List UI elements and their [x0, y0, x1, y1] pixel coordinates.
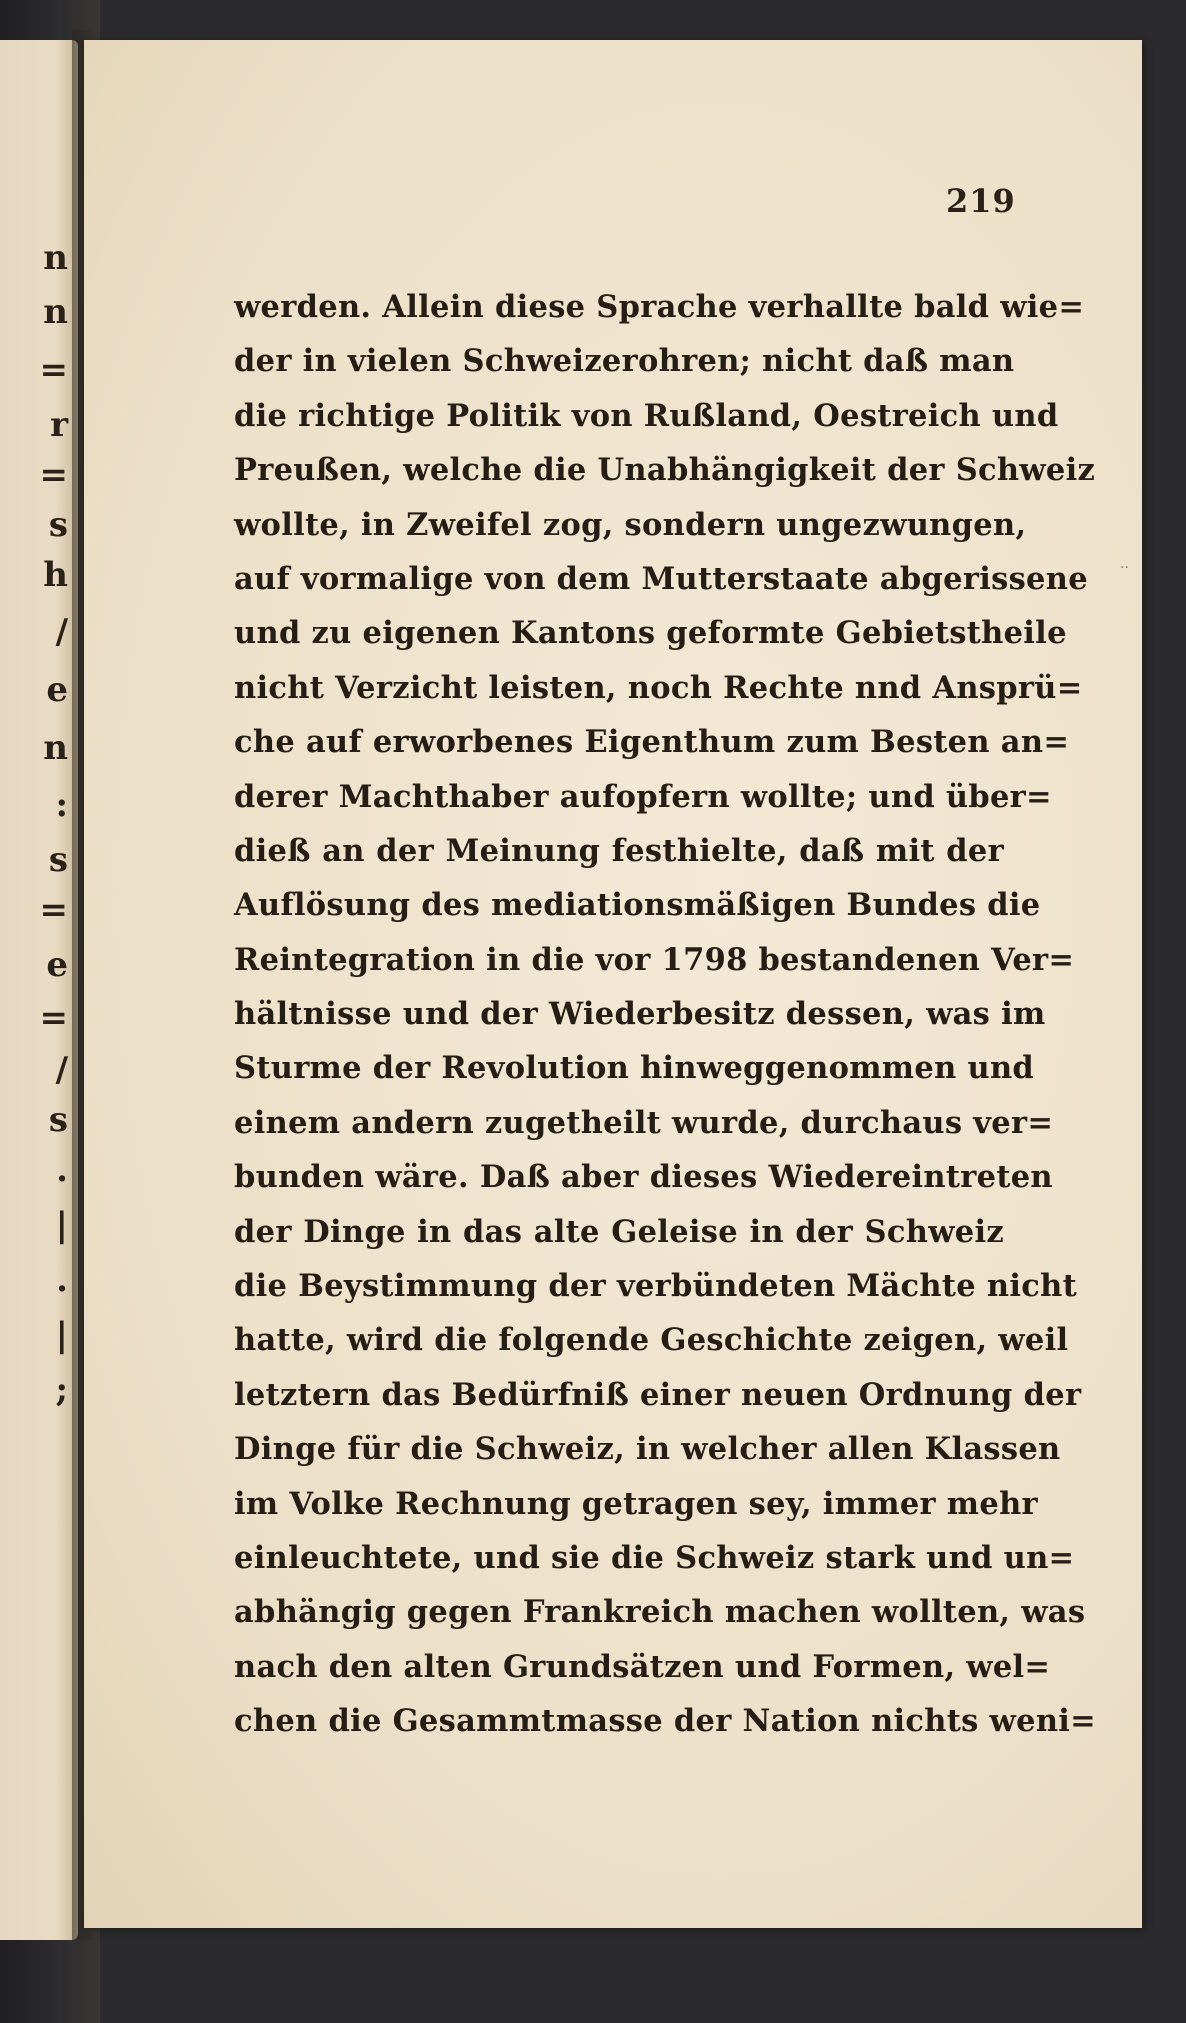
text-line: die Beystimmung der verbündeten Mächte nicht: [234, 1268, 1078, 1305]
left-page-edge-char: =: [39, 350, 68, 390]
left-page-edge-char: .: [56, 1150, 68, 1190]
text-line: nicht Verzicht leisten, noch Rechte nnd Ansprü=: [234, 669, 1083, 706]
page-speck: ··: [1120, 560, 1129, 576]
text-line: hatte, wird die folgende Geschichte zeigen, weil: [234, 1322, 1069, 1359]
text-line: bunden wäre. Daß aber dieses Wiedereintreten: [234, 1159, 1053, 1196]
text-line: einleuchtete, und sie die Schweiz stark und un=: [234, 1539, 1075, 1576]
left-page-edge-char: :: [55, 785, 68, 825]
text-block: [234, 280, 1097, 1749]
text-line: abhängig gegen Frankreich machen wollten, was: [234, 1594, 1086, 1631]
text-line: Preußen, welche die Unabhängigkeit der Schweiz: [234, 452, 1096, 489]
text-line: werden. Allein diese Sprache verhallte bald wie=: [234, 289, 1085, 325]
left-page-edge-char: n: [43, 728, 68, 768]
text-line: auf vormalige von dem Mutterstaate abgerissene: [234, 560, 1088, 597]
text-line: und zu eigenen Kantons geformte Gebietstheile: [234, 615, 1067, 652]
left-page-edge-char: /: [55, 612, 68, 652]
text-line: der in vielen Schweizerohren; nicht daß man: [234, 343, 1015, 380]
left-page-edge-char: |: [55, 1205, 68, 1245]
text-line: Reintegration in die vor 1798 bestandenen Ver=: [234, 941, 1075, 978]
left-page-edge-char: =: [39, 998, 68, 1038]
left-page-edge-char: |: [55, 1315, 68, 1355]
left-page-edge-char: =: [39, 890, 68, 930]
left-page-edge-char: n: [43, 292, 68, 332]
left-page-edge-char: s: [48, 1100, 68, 1140]
text-line: chen die Gesammtmasse der Nation nichts weni=: [234, 1703, 1097, 1740]
text-line: dieß an der Meinung festhielte, daß mit der: [234, 832, 1004, 869]
text-line: letztern das Bedürfniß einer neuen Ordnung der: [234, 1376, 1082, 1413]
left-page-edge-char: r: [50, 405, 68, 445]
text-line: einem andern zugetheilt wurde, durchaus ver=: [234, 1104, 1054, 1141]
text-line: der Dinge in das alte Geleise in der Schweiz: [234, 1213, 1004, 1250]
left-page-edge-char: h: [43, 555, 68, 595]
left-page-edge: [0, 40, 78, 1940]
left-page-edge-char: .: [56, 1260, 68, 1300]
text-line: nach den alten Grundsätzen und Formen, wel=: [234, 1648, 1051, 1685]
left-page-edge-char: =: [39, 455, 68, 495]
text-line: che auf erworbenes Eigenthum zum Besten an=: [234, 724, 1070, 761]
left-page-edge-char: s: [48, 505, 68, 545]
text-line: wollte, in Zweifel zog, sondern ungezwungen,: [234, 506, 1027, 543]
text-line: hältnisse und der Wiederbesitz dessen, was im: [234, 996, 1046, 1033]
text-line: Sturme der Revolution hinweggenommen und: [234, 1050, 1035, 1087]
left-page-edge-char: e: [46, 670, 68, 710]
text-line: Auflösung des mediationsmäßigen Bundes die: [234, 887, 1041, 924]
text-line: Dinge für die Schweiz, in welcher allen Klassen: [234, 1431, 1061, 1468]
text-line: im Volke Rechnung getragen sey, immer mehr: [234, 1485, 1038, 1522]
left-page-edge-char: /: [55, 1050, 68, 1090]
text-line: die richtige Politik von Rußland, Oestreich und: [234, 397, 1059, 434]
page-number: 219: [946, 182, 1016, 220]
left-page-edge-char: e: [46, 945, 68, 985]
left-page-edge-char: s: [48, 840, 68, 880]
text-line: derer Machthaber aufopfern wollte; und über=: [234, 778, 1052, 815]
right-page: [84, 40, 1142, 1928]
left-page-edge-char: ;: [55, 1370, 68, 1410]
left-page-edge-char: n: [43, 238, 68, 278]
